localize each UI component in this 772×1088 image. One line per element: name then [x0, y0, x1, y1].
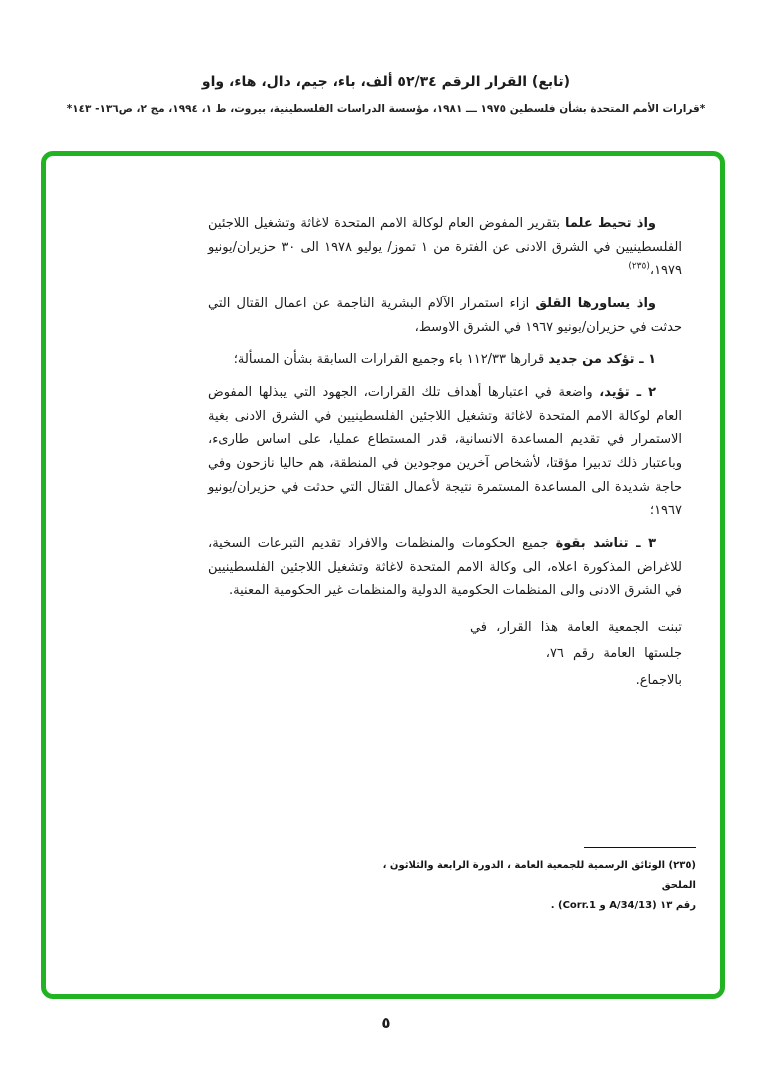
document-frame	[41, 151, 725, 999]
resolution-title: (تابع) القرار الرقم ٥٢/٣٤ ألف، باء، جيم، دال، هاء، واو	[201, 74, 571, 90]
footnote-block	[366, 847, 696, 916]
adoption-line: بالاجماع.	[635, 673, 682, 689]
footnote-reference: (٢٣٥)	[628, 261, 650, 272]
paragraph-text: قرارها ١١٢/٣٣ باء وجميع القرارات السابقة بشأن المسألة؛	[233, 352, 549, 368]
paragraph-lead: واذ تحيط علما	[564, 216, 657, 231]
page-number: ٥	[381, 1014, 391, 1032]
adoption-line: تبنت الجمعية العامة هذا القرار، في	[469, 619, 682, 635]
paragraph-lead: ٢ ـ تؤيد،	[599, 384, 656, 400]
footnote-text: (٢٣٥) الوثائق الرسمية للجمعية العامة ، الدورة الرابعة والثلاثون ، الملحق	[382, 860, 696, 891]
adoption-line: جلستها العامة رقم ٧٦،	[545, 646, 682, 662]
source-citation: *قرارات الأمم المتحدة بشأن فلسطين ١٩٧٥ ـــ ١٩٨١، مؤسسة الدراسات الفلسطينية، بيروت، ط ١، ١٩٩٤، مج ٢، ص١٣٦- ١٤٣*	[66, 103, 706, 115]
paragraph-lead: ١ ـ تؤكد من جديد	[548, 352, 656, 368]
preamble-paragraph-1	[208, 212, 682, 283]
footnote-text: رقم ١٣ (A/34/13 و Corr.1) .	[550, 900, 696, 911]
preamble-paragraph-2	[208, 292, 682, 339]
paragraph-lead: واذ يساورها القلق	[535, 295, 656, 311]
paragraph-lead: ٣ ـ تناشد بقوة	[555, 535, 656, 551]
document-header	[0, 0, 772, 115]
paragraph-text: ازاء استمرار الآلام البشرية الناجمة عن اعمال القتال التي حدثت في حزيران/يونيو ١٩٦٧ في الشرق الاوسط،	[208, 295, 682, 335]
paragraph-text: بتقرير المفوض العام لوكالة الامم المتحدة لاغاثة وتشغيل اللاجئين الفلسطينيين في الشرق الادنى عن الفترة من ١ تموز/ يوليو ١٩٧٨ الى ٣٠ حزيران/يونيو ١٩٧٩،	[208, 216, 682, 279]
operative-paragraph-3	[208, 532, 682, 603]
footnote-rule	[584, 847, 696, 848]
adoption-note	[208, 615, 682, 695]
operative-paragraph-2	[208, 381, 682, 523]
operative-paragraph-1	[208, 348, 682, 372]
paragraph-text: واضعة في اعتبارها أهداف تلك القرارات، الجهود التي يبذلها المفوض العام لوكالة الامم المتحدة لاغاثة وتشغيل اللاجئين الفلسطينيين في الشرق الادنى بغية الاستمرار في تقديم المساعدة الانسانية، قدر المستطاع عمليا، على اساس طارىء، وباعتبار ذلك تدبيرا مؤقتا، لأشخاص آخرين موجودين في المنطقة، هم حاليا نازحون وفي حاجة شديدة الى المساعدة المستمرة نتيجة لأعمال القتال التي حدثت في حزيران/يونيو ١٩٦٧؛	[208, 384, 682, 519]
paragraph-text: جميع الحكومات والمنظمات والافراد تقديم التبرعات السخية، للاغراض المذكورة اعلاه، الى وكالة الامم المتحدة لاغاثة وتشغيل اللاجئين الفلسطينيين في الشرق الادنى والى المنظمات الحكومية الدولية والمنظمات غير الحكومية المعنية.	[208, 535, 682, 599]
resolution-body	[208, 212, 682, 695]
